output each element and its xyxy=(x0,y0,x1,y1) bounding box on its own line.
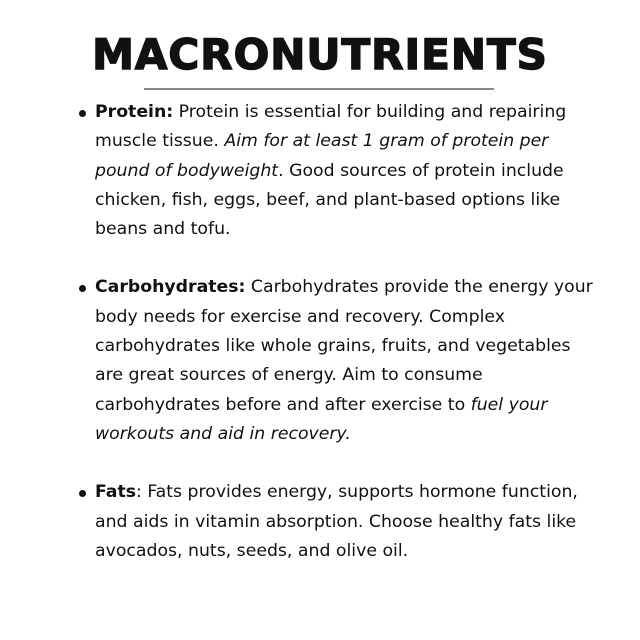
item-text: Protein is essential for building and repairing muscle tissue. xyxy=(95,102,567,152)
item-text-tail: . Good sources of protein include chicken, fish, eggs, beef, and plant-based options like beans and tofu. xyxy=(95,160,564,240)
macronutrient-list xyxy=(76,98,596,595)
item-emphasis: fuel your workouts and aid in recovery. xyxy=(95,394,548,444)
item-text: Carbohydrates provide the energy your body needs for exercise and recovery. Complex carbohydrates like whole grains, fruits, and vegetables are great sources of energy. Aim to consume carbohydrates before and after exercise to xyxy=(95,277,593,415)
item-emphasis: Aim for at least 1 gram of protein per pound of bodyweight xyxy=(95,131,549,181)
item-text: : Fats provides energy, supports hormone function, and aids in vitamin absorption. Choose healthy fats like avocados, nuts, seeds, and olive oil. xyxy=(95,482,578,561)
item-term: Carbohydrates: xyxy=(95,277,246,298)
title-underline xyxy=(144,88,494,90)
list-item-fats xyxy=(76,478,596,566)
page-title: MACRONUTRIENTS xyxy=(92,30,548,79)
item-term: Protein: xyxy=(95,102,174,122)
list-item-protein xyxy=(76,98,596,244)
list-item-carbohydrates xyxy=(76,273,596,449)
item-term: Fats xyxy=(95,482,137,503)
